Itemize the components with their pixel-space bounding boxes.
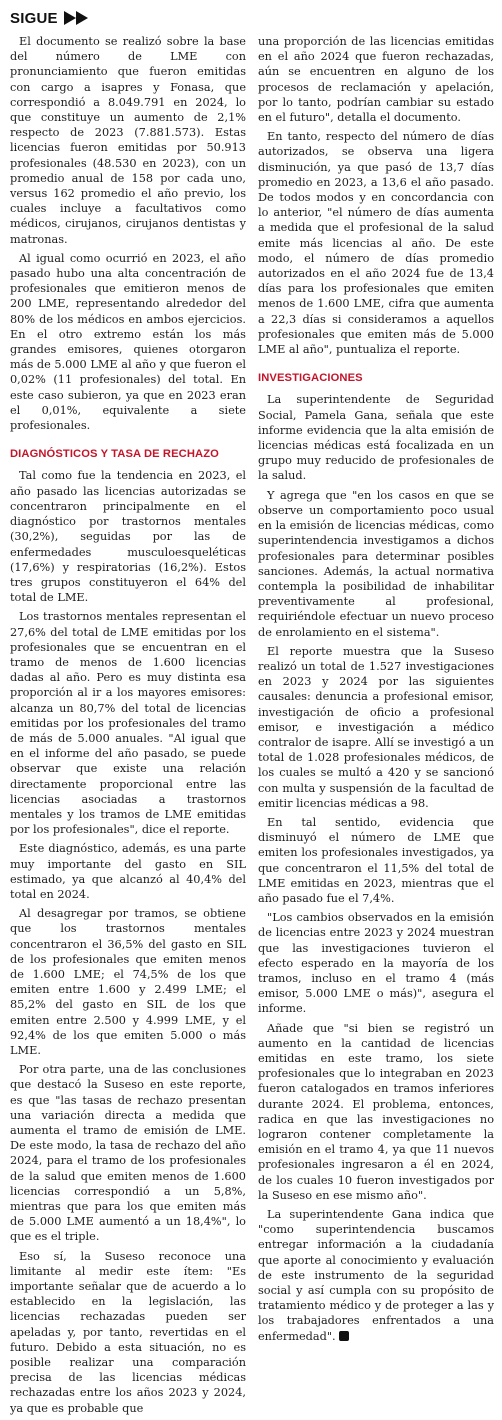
paragraph: Los trastornos mentales representan el 27,6% del total de LME emitidas por los profesionales que se encuentran en el tramo de menos de 1.600 licencias dadas al año. Pero es muy distinta esa proporción al ir a los mayores emisores: alcanza un 80,7% del total de licencias emitidas por los profesionales del tramo de más de 5.000 anuales. "Al igual que en el informe del año pasado, se puede observar que existe una relación directamente proporcional entre las licencias asociadas a trastornos mentales y los tramos de LME emitidas por los profesionales", dice el reporte. [10,610,246,837]
sigue-label: SIGUE [10,9,58,27]
paragraph: Tal como fue la tendencia en 2023, el año pasado las licencias autorizadas se concentraron principalmente en el diagnóstico por trastornos mentales (30,2%), seguidas por las de enfermedades musculoesqueléticas (17,6%) y respiratorias (16,2%). Estos tres grupos constituyeron el 64% del total de LME. [10,469,246,605]
paragraph: La superintendente de Seguridad Social, Pamela Gana, señala que este informe evidencia que la alta emisión de licencias médicas está focalizada en un grupo muy reducido de profesionales de la salud. [258,393,494,483]
right-arrow-icon [76,11,88,25]
paragraph: "Los cambios observados en la emisión de licencias entre 2023 y 2024 muestran que las investigaciones tuvieron el efecto esperado en la mayoría de los tramos, incluso en el tramo 4 (más emisor, 5.000 LME o más)", asegura el informe. [258,911,494,1016]
final-paragraph [258,1207,494,1344]
paragraph: El documento se realizó sobre la base del número de LME con pronunciamiento que fueron emitidas con cargo a isapres y Fonasa, que correspondió a 8.049.791 en 2024, lo que constituye un aumento de 2,1% respecto de 2023 (7.881.573). Estas licencias fueron emitidas por 50.913 profesionales (48.530 en 2023), con un promedio anual de 158 por cada uno, versus 162 promedio el año previo, los cuales incluye a facultativos como médicos, cirujanos, cirujanos dentistas y matronas. [10,35,246,246]
paragraph: En tal sentido, evidencia que disminuyó el número de LME que emiten los profesionales investigados, ya que concentraron el 11,5% del total de LME emitidas en 2023, mientras que el año pasado fue el 7,4%. [258,815,494,905]
left-column [10,34,246,1420]
end-of-article-icon [339,1331,349,1341]
paragraph: En tanto, respecto del número de días autorizados, se observa una ligera disminución, ya que pasó de 13,7 días promedio en 2023, a 13,6 el año pasado. De todos modos y en concordancia con lo anterior, "el número de días aumenta a medida que el profesional de la salud emite más licencias al año. De este modo, el número de días promedio autorizados en el año 2024 fue de 13,4 días para los profesionales que emiten menos de 1.600 LME, cifra que aumenta a 22,3 días si consideramos a aquellos profesionales que emiten más de 5.000 LME al año", puntualiza el reporte. [258,130,494,357]
paragraph: Al igual como ocurrió en 2023, el año pasado hubo una alta concentración de profesionales que emitieron menos de 200 LME, representando alrededor del 80% de los médicos en ambos ejercicios. En el otro extremo están los más grandes emisores, quienes otorgaron más de 5.000 LME al año y que fueron el 0,02% (11 profesionales) del total. En este caso subieron, ya que en 2023 eran el 0,01%, equivalente a siete profesionales. [10,251,246,433]
section-heading-diagnosticos: DIAGNÓSTICOS Y TASA DE RECHAZO [10,448,219,461]
final-paragraph-text: La superintendente Gana indica que "como superintendencia buscamos entregar información a la ciudadanía que aporte al conocimiento y evaluación de este instrumento de la seguridad social y así cumpla con su propósito de tratamiento médico y de proteger a las y los trabajadores enfrentados a una enfermedad". [258,1208,494,1343]
double-right-arrow-icon [64,11,88,25]
paragraph: una proporción de las licencias emitidas en el año 2024 que fueron rechazadas, aún se encuentren en alguno de los procesos de reclamación y apelación, por lo tanto, podrían cambiar su estado en el futuro", detalla el documento. [258,35,494,125]
section-heading-investigaciones: INVESTIGACIONES [258,372,363,385]
paragraph: El reporte muestra que la Suseso realizó un total de 1.527 investigaciones en 2023 y 2024 por las siguientes causales: denuncia a profesional emisor, investigación de oficio a profesional emisor, e investigación a médico contralor de isapre. Allí se investigó a un total de 1.028 profesionales médicos, de los cuales se multó a 420 y se sancionó con multa y suspensión de la facultad de emitir licencias médicas a 98. [258,644,494,810]
paragraph: Y agrega que "en los casos en que se observe un comportamiento poco usual en la emisión de licencias médicas, como superintendencia investigamos a dichos profesionales para determinar posibles sanciones. Además, la actual normativa contempla la posibilidad de inhabilitar preventivamente al profesional, requiriéndole efectuar un nuevo proceso de enrolamiento en el sistema". [258,488,494,639]
continued-header [10,6,88,30]
paragraph: Eso sí, la Suseso reconoce una limitante al medir este ítem: "Es importante señalar que de acuerdo a lo establecido en la legislación, las licencias rechazadas pueden ser apeladas y, por tanto, revertidas en el futuro. Debido a esta situación, no es posible realizar una comparación precisa de las licencias médicas rechazadas entre los años 2023 y 2024, ya que es probable que [10,1249,246,1415]
paragraph: Por otra parte, una de las conclusiones que destacó la Suseso en este reporte, es que "las tasas de rechazo presentan una variación directa a medida que aumenta el tramo de emisión de LME. De este modo, la tasa de rechazo del año 2024, para el tramo de los profesionales de la salud que emiten menos de 1.600 licencias correspondió a un 5,8%, mientras que para los que emiten más de 5.000 LME aumentó a un 18,4%", lo que es el triple. [10,1063,246,1244]
paragraph: Al desagregar por tramos, se obtiene que los trastornos mentales concentraron el 36,5% del gasto en SIL de los profesionales que emiten menos de 1.600 LME; el 74,5% de los que emiten entre 1.600 y 2.499 LME; el 85,2% del gasto en SIL de los que emiten entre 2.500 y 4.999 LME, y el 92,4% de los que emiten 5.000 o más LME. [10,907,246,1057]
paragraph: Este diagnóstico, además, es una parte muy importante del gasto en SIL estimado, ya que alcanzó al 40,4% del total en 2024. [10,842,246,901]
paragraph: Añade que "si bien se registró un aumento en la cantidad de licencias emitidas en este tramo, los siete profesionales que lo integraban en 2023 fueron catalogados en tramos inferiores durante 2024. El problema, entonces, radica en que las investigaciones no lograron contener completamente la emisión en el tramo 4, ya que 11 nuevos profesionales ingresaron a él en 2024, de los cuales 10 fueron investigados por la Suseso en ese mismo año". [258,1021,494,1202]
right-column [258,34,494,1348]
right-arrow-icon [64,11,76,25]
